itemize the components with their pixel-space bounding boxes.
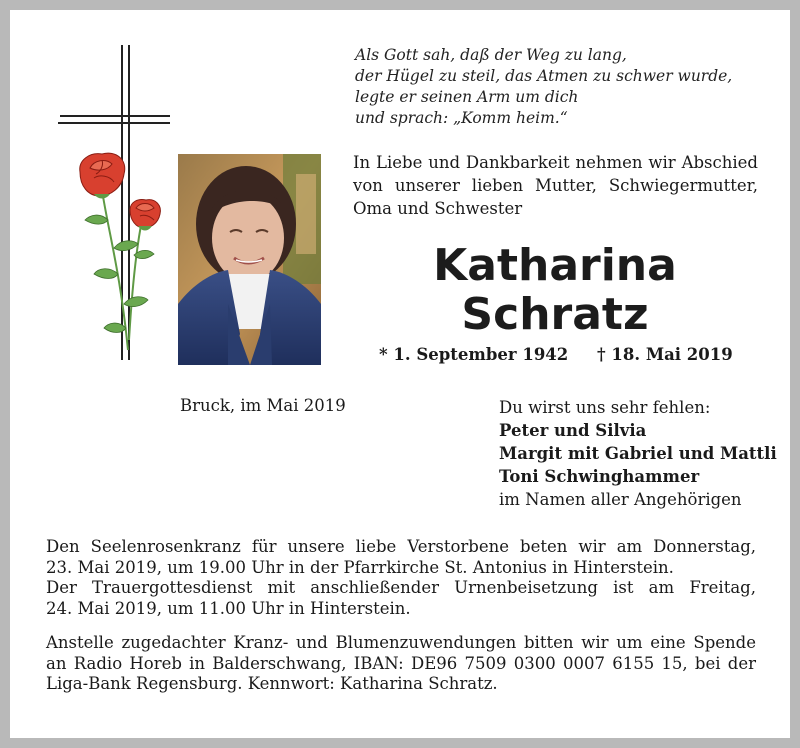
donation-notice-paragraph (46, 633, 756, 695)
notice-line: an Radio Horeb in Balderschwang, IBAN: DE96 7509 0300 0007 6155 15, bei der (46, 653, 756, 673)
mourner-name: Margit mit Gabriel und Mattli (499, 444, 777, 463)
signoff-closing: im Namen aller Angehörigen (499, 490, 742, 509)
notice-line: Liga-Bank Regensburg. Kennwort: Katharina Schratz. (46, 674, 498, 693)
notice-line: 24. Mai 2019, um 11.00 Uhr in Hinterstein. (46, 598, 411, 618)
service-notice-paragraph (46, 537, 756, 619)
poem-line: der Hügel zu steil, das Atmen zu schwer wurde, (355, 67, 733, 85)
service-notices (46, 537, 756, 709)
notice-line: Den Seelenrosenkranz für unsere liebe Verstorbene beten wir am Donnerstag, (46, 537, 756, 556)
portrait-photo (178, 154, 321, 365)
poem-line: Als Gott sah, daß der Weg zu lang, (355, 46, 627, 64)
mourner-name: Toni Schwinghammer (499, 467, 700, 486)
signoff-intro: Du wirst uns sehr fehlen: (499, 398, 711, 417)
intro-line: Oma und Schwester (353, 199, 523, 218)
mourners-block (499, 396, 777, 511)
place-date: Bruck, im Mai 2019 (180, 396, 346, 415)
deceased-name (355, 241, 755, 339)
memorial-poem (355, 45, 775, 129)
notice-line: 23. Mai 2019, um 19.00 Uhr in der Pfarrkirche St. Antonius in Hinterstein. (46, 557, 674, 577)
last-name: Schratz (461, 289, 649, 340)
cross-with-roses-icon (50, 40, 170, 370)
mourner-name: Peter und Silvia (499, 421, 647, 440)
poem-line: legte er seinen Arm um dich (355, 88, 579, 106)
intro-line: von unserer lieben Mutter, Schwiegermutter, (353, 176, 758, 195)
poem-line: und sprach: „Komm heim.“ (355, 109, 568, 127)
notice-line: Anstelle zugedachter Kranz- und Blumenzuwendungen bitten wir um eine Spende (46, 633, 756, 652)
notice-line: Der Trauergottesdienst mit anschließender Urnenbeisetzung ist am Freitag, (46, 578, 756, 597)
first-name: Katharina (433, 240, 677, 291)
intro-line: In Liebe und Dankbarkeit nehmen wir Abschied (353, 153, 758, 172)
birth-date: * 1. September 1942 (379, 345, 569, 364)
obituary-card (10, 10, 790, 738)
death-date: † 18. Mai 2019 (597, 345, 733, 364)
farewell-intro (353, 151, 758, 220)
